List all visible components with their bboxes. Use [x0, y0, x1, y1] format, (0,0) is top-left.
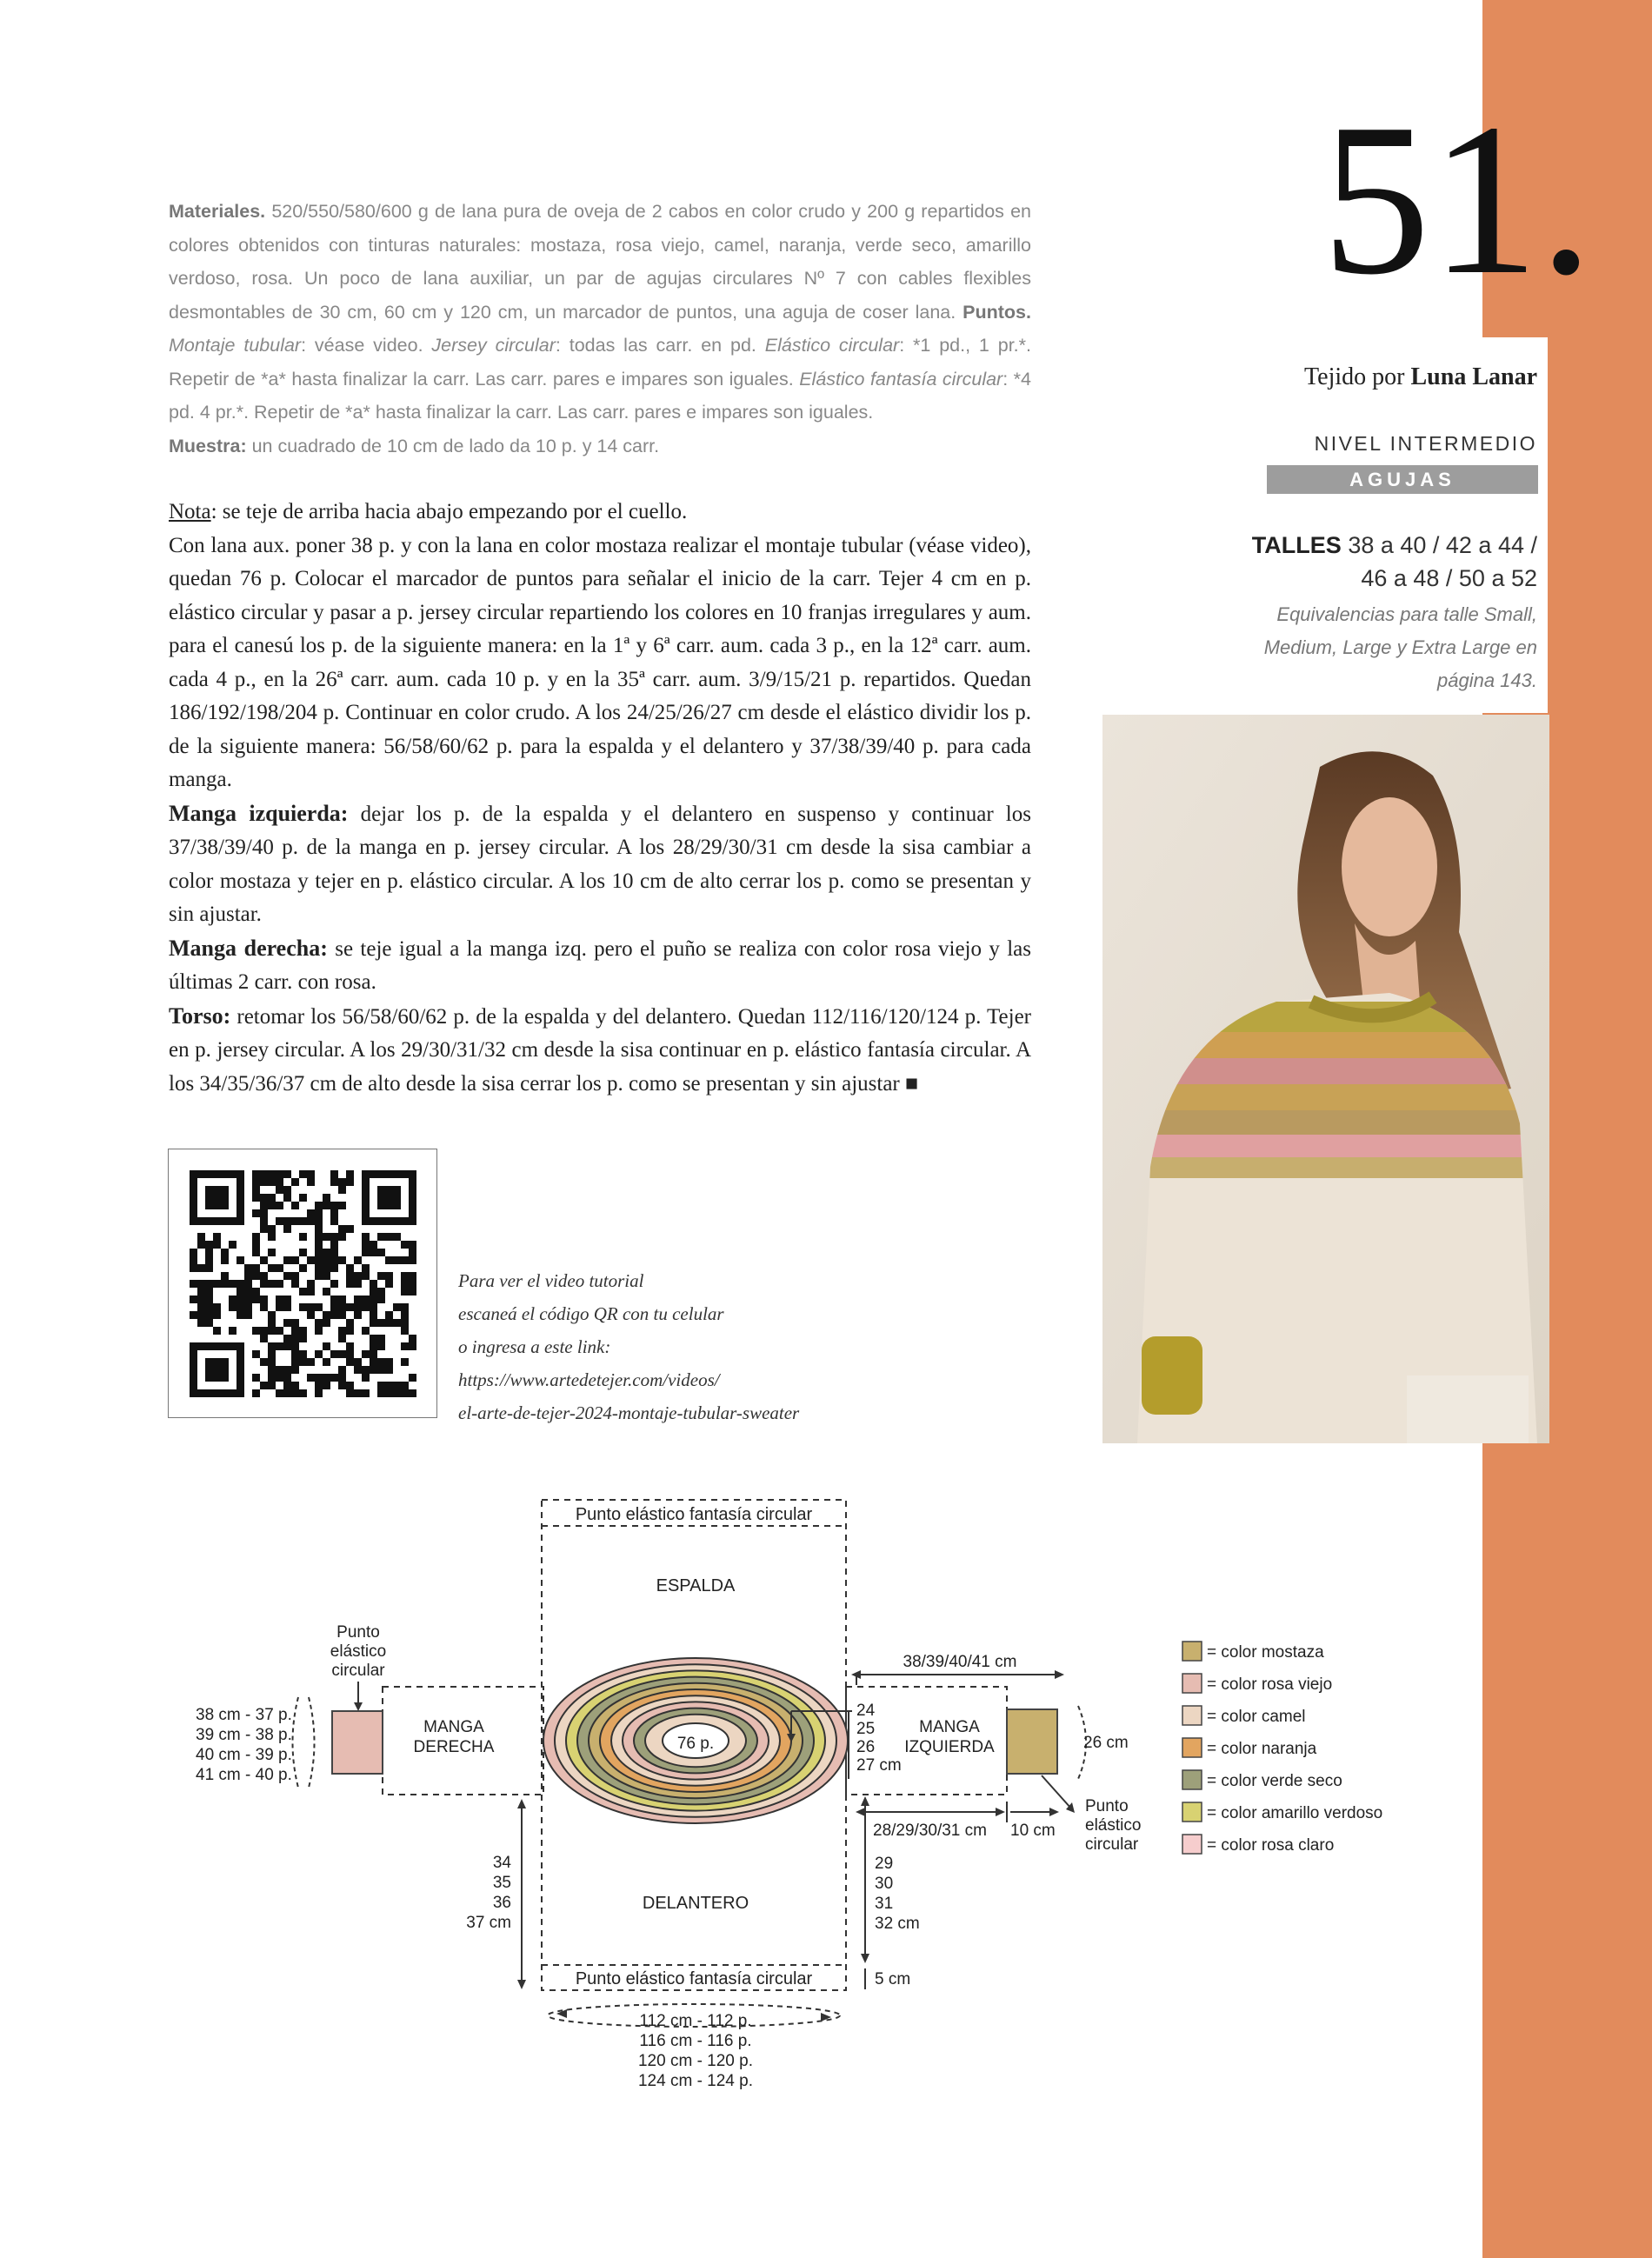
size-equivalence-note: Equivalencias para talle Small, Medium, Large y Extra Large en página 143. [1263, 603, 1537, 691]
knitted-by-credit [1304, 363, 1537, 391]
credit-prefix: Tejido por [1304, 363, 1405, 390]
legend-swatch [1182, 1802, 1202, 1822]
qr-line-2: escaneá el código QR con tu celular [458, 1303, 724, 1324]
right-sleeve-paragraph [169, 932, 1031, 1000]
sleeve-circ-1: 38 cm - 37 p. [196, 1706, 292, 1724]
legend-label: = color mostaza [1207, 1643, 1324, 1662]
right-cuff-note-2: elástico [330, 1642, 387, 1661]
body-paragraph: Con lana aux. poner 38 p. y con la lana en color mostaza realizar el montaje tubular (véase video), quedan 76 p. Colocar el marcador de puntos para señalar el inicio de la carr. Tejer 4 cm en p. elástico circular y pasar a p. jersey circular repartiendo los colores en 10 franjas irregulares y aum. para el canesú los p. de la siguiente manera: en la 1ª y 6ª carr. aum. cada 3 p., en la 12ª carr. aum. cada 4 p., en la 26ª carr. aum. cada 10 p. y en la 35ª carr. aum. 3/9/15/21 p. repartidos. Quedan 186/192/198/204 p. Continuar en color crudo. A los 24/25/26/27 cm desde el elástico dividir los p. de la siguiente manera: 56/58/60/62 p. para la espalda y el delantero y 37/38/39/40 p. para cada manga. [169, 533, 1031, 791]
fancy-rib-label: Elástico fantasía circular [799, 368, 1003, 390]
needles-badge: AGUJAS CIRCULARES [1267, 465, 1538, 494]
legend-swatch [1182, 1642, 1202, 1661]
body-to-rib [875, 1855, 920, 1933]
rib-height-label: 5 cm [875, 1970, 911, 1988]
qr-instructions [458, 1264, 799, 1429]
hip-circ-3: 120 cm - 120 p. [637, 2052, 754, 2070]
hip-circ-1: 112 cm - 112 p. [639, 2012, 752, 2030]
sizes-block [1189, 529, 1537, 595]
stitches-key: Puntos. [963, 301, 1031, 323]
cuff-width-label: 26 cm [1083, 1734, 1129, 1752]
yoke-depth-3: 26 [856, 1738, 876, 1756]
designer-name: Luna Lanar [1410, 363, 1537, 390]
tubular-label: Montaje tubular [169, 335, 302, 356]
right-sleeve-label: Manga derecha: [169, 935, 328, 961]
difficulty-level: NIVEL INTERMEDIO [1314, 432, 1537, 455]
left-cuff [1007, 1709, 1057, 1774]
legend-swatch [1182, 1738, 1202, 1757]
pattern-number: 51. [1322, 79, 1594, 320]
note-text: : se teje de arriba hacia abajo empezando por el cuello. [210, 500, 688, 523]
torso-paragraph [169, 1000, 1031, 1102]
legend-swatch [1182, 1674, 1202, 1693]
left-sleeve-paragraph [169, 797, 1031, 932]
bottom-band-label: Punto elástico fantasía circular [575, 1969, 813, 1988]
jersey-text: : todas las carr. en pd. [555, 335, 765, 356]
left-sleeve-label-1: MANGA [919, 1718, 980, 1736]
legend-label: = color amarillo verdoso [1207, 1804, 1383, 1822]
materials-text: 520/550/580/600 g de lana pura de oveja de 2 cabos en color crudo y 200 g repartidos en colores obtenidos con tinturas naturales: mostaza, rosa viejo, camel, naranja, verde seco, amarillo verdoso, rosa. Un poco de lana auxiliar, un par de agujas circulares Nº 7 con cables flexibles desmontables de 30 cm, 60 cm y 120 cm, un marcador de puntos, una aguja de coser lana. [169, 201, 1031, 323]
body-height-1: 34 [492, 1854, 511, 1872]
right-sleeve-label-1: MANGA [423, 1718, 484, 1736]
left-cuff-note-3: circular [1085, 1835, 1139, 1854]
sleeve-circ-2: 39 cm - 38 p. [196, 1726, 292, 1744]
legend-label: = color rosa viejo [1207, 1675, 1333, 1694]
legend-label: = color naranja [1207, 1740, 1317, 1758]
front-label: DELANTERO [642, 1894, 749, 1913]
cuff-length-label: 10 cm [1010, 1822, 1056, 1840]
sleeve-circumference [196, 1706, 292, 1784]
legend-swatch [1182, 1706, 1202, 1725]
right-cuff [332, 1711, 383, 1774]
legend-label: = color rosa claro [1207, 1836, 1335, 1855]
materials-key: Materiales. [169, 201, 266, 222]
body-to-rib-4: 32 cm [875, 1915, 920, 1933]
right-sleeve-text: se teje igual a la manga izq. pero el puño se realiza con color rosa viejo y las últimas 2 carr. con rosa. [169, 936, 1031, 994]
garment-schematic [0, 1478, 1478, 2113]
qr-code[interactable] [168, 1149, 437, 1418]
model-photo-illustration [1102, 715, 1549, 1443]
hip-circ-4: 124 cm - 124 p. [637, 2072, 754, 2090]
sizes-line-1: 38 a 40 / 42 a 44 / [1348, 532, 1537, 558]
gauge-key: Muestra: [169, 435, 247, 456]
right-sleeve-label-2: DERECHA [413, 1738, 495, 1756]
rib-label: Elástico circular [764, 335, 900, 356]
note-label: Nota [169, 500, 211, 523]
model-photo [1102, 715, 1549, 1443]
body-to-rib-1: 29 [875, 1855, 894, 1873]
jersey-label: Jersey circular [431, 335, 556, 356]
left-cuff-note-2: elástico [1085, 1816, 1142, 1835]
body-height-4: 37 cm [466, 1914, 511, 1932]
materials-section [169, 195, 1031, 463]
schematic-diagram [0, 1478, 1478, 2113]
video-link[interactable]: https://www.artedetejer.com/videos/ [458, 1369, 720, 1390]
top-band-label: Punto elástico fantasía circular [575, 1505, 813, 1524]
neck-stitches: 76 p. [676, 1735, 715, 1753]
tubular-text: : véase video. [301, 335, 432, 356]
instructions-section [169, 496, 1031, 1101]
sleeve-width-label: 38/39/40/41 cm [903, 1653, 1017, 1671]
sleeve-circ-3: 40 cm - 39 p. [196, 1746, 292, 1764]
legend-swatch [1182, 1835, 1202, 1854]
sleeve-circ-4: 41 cm - 40 p. [196, 1766, 292, 1784]
body-height-3: 36 [492, 1894, 511, 1912]
right-cuff-note-3: circular [331, 1662, 385, 1680]
yoke-depth-4: 27 cm [856, 1756, 902, 1775]
yoke-depth-1: 24 [856, 1702, 876, 1720]
left-sleeve-text: dejar los p. de la espalda y el delantero en suspenso y continuar los 37/38/39/40 p. de la manga en p. jersey circular. A los 28/29/30/31 cm desde la sisa cambiar a color mostaza y tejer en p. elástico circular. A los 10 cm de alto cerrar los p. como se presentan y sin ajustar. [169, 802, 1031, 926]
body-height [466, 1854, 511, 1932]
qr-line-3: o ingresa a este link: [458, 1336, 611, 1357]
end-mark: ■ [905, 1071, 919, 1096]
body-height-2: 35 [492, 1874, 511, 1892]
note-paragraph [169, 496, 1031, 530]
sleeve-length-label: 28/29/30/31 cm [873, 1822, 987, 1840]
torso-label: Torso: [169, 1002, 231, 1029]
legend-label: = color camel [1207, 1708, 1306, 1726]
color-legend [1182, 1642, 1382, 1855]
left-sleeve-label-2: IZQUIERDA [904, 1738, 995, 1756]
qr-line-1: Para ver el video tutorial [458, 1270, 644, 1291]
legend-swatch [1182, 1770, 1202, 1789]
gauge-text: un cuadrado de 10 cm de lado da 10 p. y 14 carr. [246, 435, 660, 456]
qr-code-graphic [169, 1149, 436, 1417]
left-cuff-note-1: Punto [1085, 1797, 1129, 1815]
rib-text: : *1 pd., 1 pr.*. Repetir de *a* hasta finalizar la carr. Las carr. pares e impares son iguales. [169, 335, 1032, 390]
legend-label: = color verde seco [1207, 1772, 1342, 1790]
fancy-rib-text: : *4 pd. 4 pr.*. Repetir de *a* hasta finalizar la carr. Las carr. pares e impares son iguales. [169, 368, 1031, 423]
sizes-line-2: 46 a 48 / 50 a 52 [1361, 565, 1537, 591]
body-to-rib-2: 30 [875, 1875, 894, 1893]
torso-text: retomar los 56/58/60/62 p. de la espalda y del delantero. Quedan 112/116/120/124 p. Tejer en p. jersey circular. A los 29/30/31/32 cm desde la sisa continuar en p. elástico fantasía circular. A los 34/35/36/37 cm de alto desde la sisa cerrar los p. como se presentan y sin ajustar [169, 1004, 1031, 1096]
left-sleeve-label: Manga izquierda: [169, 800, 349, 826]
back-label: ESPALDA [656, 1576, 736, 1595]
body-to-rib-3: 31 [875, 1895, 894, 1913]
video-link-continued[interactable]: el-arte-de-tejer-2024-montaje-tubular-sweater [458, 1402, 800, 1423]
yoke-depth-2: 25 [856, 1720, 876, 1738]
sizes-label: TALLES [1251, 532, 1342, 558]
hip-circumference [638, 2012, 753, 2090]
yoke-depth [856, 1702, 902, 1775]
right-cuff-note-1: Punto [336, 1623, 380, 1642]
hip-circ-2: 116 cm - 116 p. [639, 2032, 752, 2050]
